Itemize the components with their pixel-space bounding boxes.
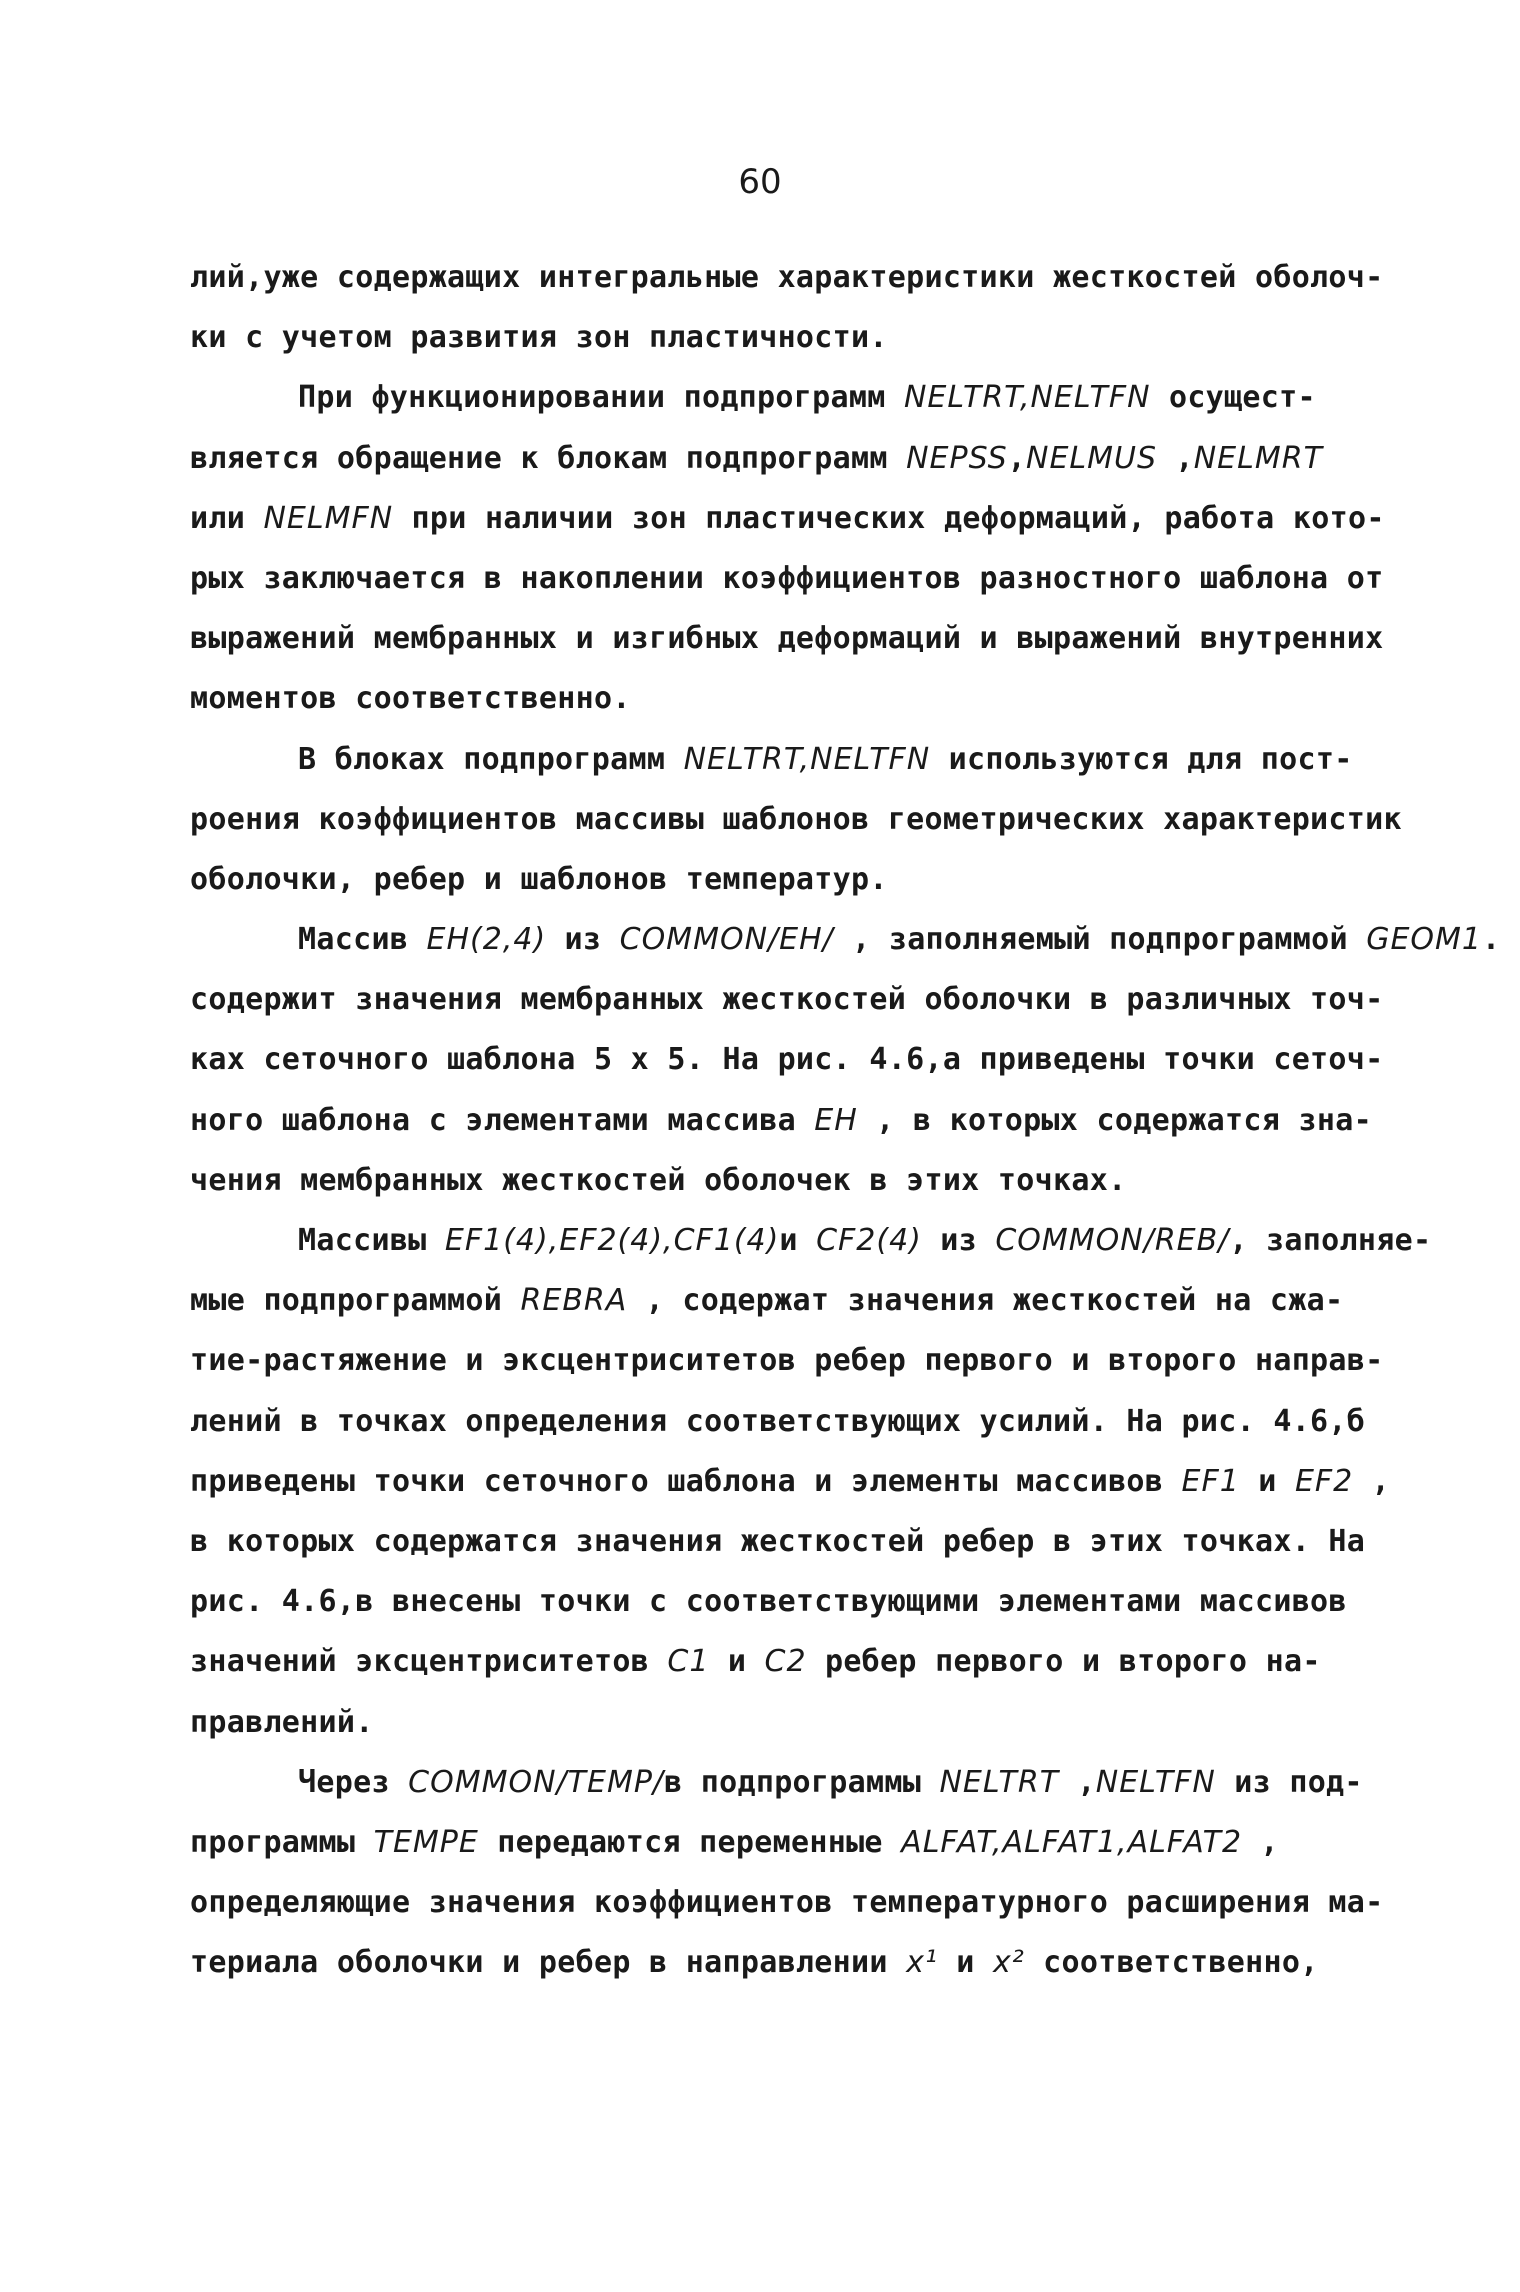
typed-text: , содержат значения жесткостей на сжа- xyxy=(627,1283,1344,1319)
text-line xyxy=(190,429,1440,489)
handwritten-term: C1 xyxy=(667,1644,710,1680)
typed-text: рых заключается в накоплении коэффициентов разностного шаблона от xyxy=(190,560,1384,596)
typed-text: лений в точках определения соответствующих усилий. На рис. 4.6,б xyxy=(190,1403,1366,1439)
typed-text: териала оболочки и ребер в направлении xyxy=(190,1945,907,1981)
typed-text: правлений. xyxy=(190,1704,374,1740)
text-line xyxy=(190,1091,1440,1151)
typed-text: , xyxy=(1059,1764,1096,1800)
handwritten-term: GEOM1 xyxy=(1366,922,1483,958)
typed-text: или xyxy=(190,500,264,536)
text-line xyxy=(190,549,1440,609)
handwritten-term: NELMUS xyxy=(1026,440,1157,476)
handwritten-term: NELTFN xyxy=(1095,1764,1216,1800)
text-line xyxy=(190,1632,1440,1692)
typed-text: Через xyxy=(298,1764,409,1800)
typed-text: ки с учетом развития зон пластичности. xyxy=(190,320,888,356)
typed-text: оболочки, ребер и шаблонов температур. xyxy=(190,861,888,897)
handwritten-term: EH(2,4) xyxy=(426,922,547,958)
typed-text: , xyxy=(1242,1824,1279,1860)
typed-text: программы xyxy=(190,1824,374,1860)
handwritten-term: REBRA xyxy=(520,1283,628,1319)
handwritten-term: TEMPE xyxy=(373,1824,479,1860)
text-line xyxy=(190,970,1440,1030)
text-line xyxy=(190,1512,1440,1572)
handwritten-term: EF1(4),EF2(4),CF1(4) xyxy=(444,1223,780,1258)
typed-text: При функционировании подпрограмм xyxy=(298,380,904,416)
document-body xyxy=(190,248,1501,1993)
text-line xyxy=(190,1030,1440,1090)
typed-text: в которых содержатся значения жесткостей ребер в этих точках. На xyxy=(190,1523,1366,1559)
typed-text: и xyxy=(1239,1463,1295,1499)
typed-text: при наличии зон пластических деформаций, работа кото- xyxy=(393,500,1385,536)
typed-text: передаются переменные xyxy=(478,1824,902,1860)
handwritten-term: x² xyxy=(992,1945,1025,1981)
text-line xyxy=(190,609,1440,669)
typed-text: тие-растяжение и эксцентриситетов ребер первого и второго направ- xyxy=(190,1343,1384,1379)
text-line xyxy=(190,1151,1440,1211)
typed-text: из xyxy=(546,922,620,958)
handwritten-term: NELMRT xyxy=(1193,440,1323,476)
typed-text: и xyxy=(937,1945,993,1981)
handwritten-term: COMMON/TEMP/ xyxy=(408,1764,665,1800)
handwritten-term: COMMON/REB/ xyxy=(995,1223,1230,1258)
typed-text: рис. 4.6,в внесены точки с соответствующими элементами массивов xyxy=(190,1584,1347,1620)
text-line xyxy=(190,1933,1440,1993)
typed-text: ребер первого и второго на- xyxy=(806,1644,1321,1680)
typed-text: из xyxy=(921,1223,996,1258)
handwritten-term: NEPSS xyxy=(906,440,1008,476)
text-line xyxy=(190,1452,1440,1512)
typed-text: Массивы xyxy=(298,1223,445,1258)
typed-text: содержит значения мембранных жесткостей оболочки в различных точ- xyxy=(190,982,1384,1018)
typed-text: моментов соответственно. xyxy=(190,681,631,717)
typed-text: и xyxy=(779,1223,817,1258)
handwritten-term: COMMON/EH/ xyxy=(619,922,834,958)
typed-text: ках сеточного шаблона 5 х 5. На рис. 4.6,а приведены точки сеточ- xyxy=(190,1042,1384,1078)
text-line xyxy=(190,248,1440,308)
handwritten-term: C2 xyxy=(764,1644,807,1680)
text-line xyxy=(190,790,1440,850)
typed-text: определяющие значения коэффициентов температурного расширения ма- xyxy=(190,1885,1384,1921)
text-line xyxy=(190,910,1501,970)
text-line xyxy=(190,669,1440,729)
handwritten-term: NELTRT xyxy=(939,1764,1060,1800)
text-line xyxy=(190,368,1440,428)
typed-text: и xyxy=(709,1644,765,1680)
typed-text: , xyxy=(1157,440,1194,476)
handwritten-term: NELMFN xyxy=(263,500,394,536)
text-line xyxy=(190,489,1440,549)
typed-text: выражений мембранных и изгибных деформаций и выражений внутренних xyxy=(190,621,1384,657)
typed-text: , заполняемый подпрограммой xyxy=(833,922,1367,958)
page-number: 60 xyxy=(738,162,782,202)
typed-text: осущест- xyxy=(1150,380,1316,416)
text-line xyxy=(190,1211,1440,1271)
typed-text: значений эксцентриситетов xyxy=(190,1644,668,1680)
handwritten-term: CF2(4) xyxy=(816,1223,922,1258)
typed-text: приведены точки сеточного шаблона и элементы массивов xyxy=(190,1463,1182,1499)
typed-text: используются для пост- xyxy=(930,741,1353,777)
text-line xyxy=(190,1753,1440,1813)
text-line xyxy=(190,730,1440,790)
typed-text: из под- xyxy=(1215,1764,1363,1800)
typed-text: ного шаблона с элементами массива xyxy=(190,1102,815,1138)
typed-text: соответственно, xyxy=(1024,1945,1319,1981)
typed-text: вляется обращение к блокам подпрограмм xyxy=(190,440,907,476)
text-line xyxy=(190,1693,1440,1753)
handwritten-term: NELTRT,NELTFN xyxy=(683,741,931,777)
handwritten-term: ALFAT,ALFAT1,ALFAT2 xyxy=(901,1824,1243,1860)
handwritten-term: x¹ xyxy=(906,1945,938,1981)
text-line xyxy=(190,1392,1440,1452)
text-line xyxy=(190,1813,1440,1873)
text-line xyxy=(190,1873,1440,1933)
typed-text: роения коэффициентов массивы шаблонов геометрических характеристик xyxy=(190,801,1402,837)
typed-text: , xyxy=(1007,440,1026,476)
text-line xyxy=(190,850,1440,910)
text-line xyxy=(190,1331,1440,1391)
text-line xyxy=(190,1271,1440,1331)
typed-text: В блоках подпрограмм xyxy=(298,741,684,777)
handwritten-term: NELTRT,NELTFN xyxy=(903,380,1151,416)
typed-text: мые подпрограммой xyxy=(190,1283,521,1319)
text-line xyxy=(190,308,1440,368)
handwritten-term: EF1 xyxy=(1181,1463,1240,1499)
typed-text: , заполняе- xyxy=(1229,1223,1432,1258)
typed-text: , в которых содержатся зна- xyxy=(857,1102,1372,1138)
typed-text: , xyxy=(1353,1463,1390,1499)
typed-text: чения мембранных жесткостей оболочек в этих точках. xyxy=(190,1162,1127,1198)
typed-text: . xyxy=(1482,922,1501,958)
handwritten-term: EF2 xyxy=(1294,1463,1354,1499)
typed-text: Массив xyxy=(298,922,427,958)
handwritten-term: EH xyxy=(814,1102,858,1138)
typed-text: в подпрограммы xyxy=(664,1764,940,1800)
text-line xyxy=(190,1572,1440,1632)
typed-text: лий,уже содержащих интегральные характеристики жесткостей оболоч- xyxy=(190,260,1384,295)
